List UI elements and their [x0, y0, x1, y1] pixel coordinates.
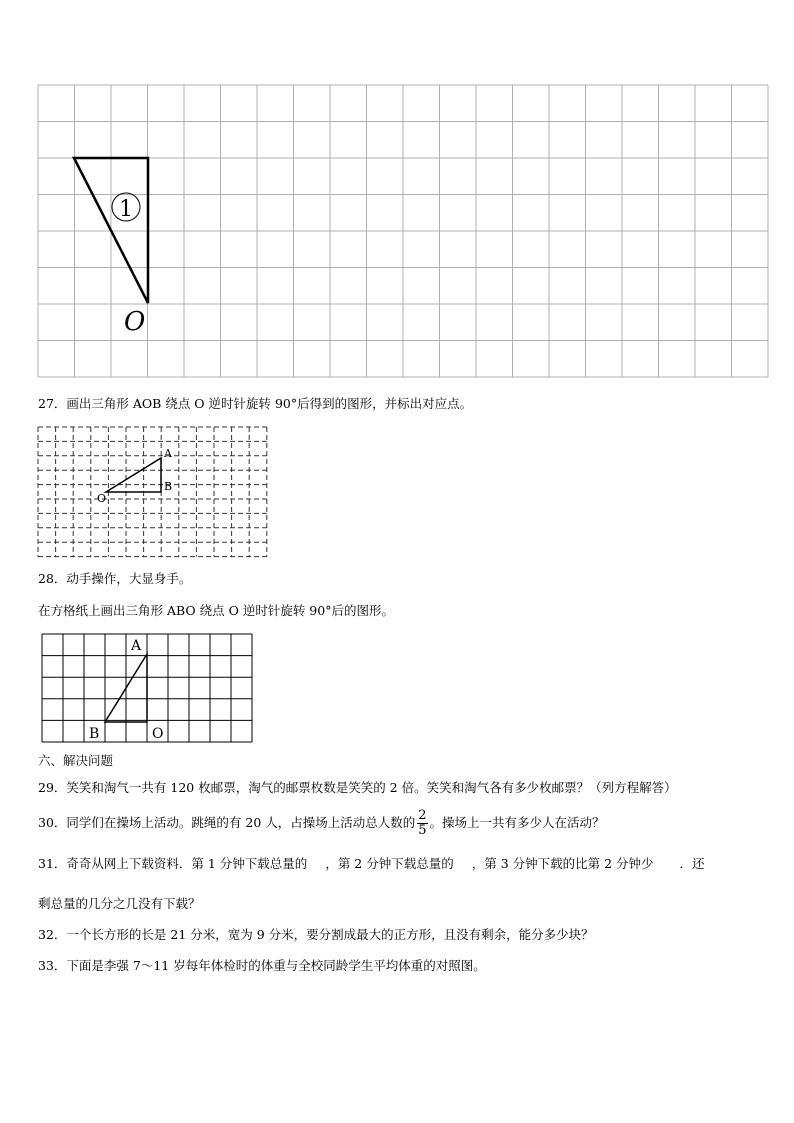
question-31-line2: 剩总量的几分之几没有下载？ — [38, 896, 201, 911]
q30-text-before: 30．同学们在操场上活动。跳绳的有 20 人，占操场上活动总人数的 — [38, 815, 416, 830]
label-a: A — [131, 638, 142, 654]
shape-label-1: 1 — [119, 197, 133, 222]
label-o: O — [152, 726, 164, 742]
label-b: B — [164, 480, 173, 493]
label-b: B — [89, 726, 100, 742]
q31-part1: 31．奇奇从网上下载资料．第 1 分钟下载总量的 — [38, 856, 308, 871]
q31-part2: ，第 2 分钟下载总量的 — [325, 856, 454, 871]
question-29: 29．笑笑和淘气一共有 120 枚邮票，淘气的邮票枚数是笑笑的 2 倍。笑笑和淘气各有多少枚邮票？（列方程解答） — [38, 780, 677, 795]
fraction-denominator: 5 — [418, 823, 427, 838]
question-33: 33．下面是李强 7～11 岁每年体检时的体重与全校同龄学生平均体重的对照图。 — [38, 958, 486, 973]
fraction-2-5 — [417, 809, 427, 838]
grid-figure-2 — [0, 420, 300, 560]
q31-part3: ，第 3 分钟下载的比第 2 分钟少 — [471, 856, 654, 871]
question-32: 32．一个长方形的长是 21 分米，宽为 9 分米，要分割成最大的正方形，且没有剩余，能分多少块？ — [38, 927, 594, 942]
triangle-aob — [106, 458, 161, 492]
point-label-o: O — [124, 307, 146, 337]
question-30 — [38, 808, 605, 838]
question-31 — [38, 856, 705, 872]
q30-text-after: 。操场上一共有多少人在活动？ — [429, 815, 605, 830]
fraction-numerator: 2 — [418, 808, 427, 823]
question-27: 27．画出三角形 AOB 绕点 O 逆时针旋转 90°后得到的图形，并标出对应点。 — [38, 396, 473, 411]
label-o: O — [97, 492, 107, 505]
label-a: A — [164, 447, 172, 460]
grid-figure-1 — [0, 0, 794, 400]
q31-part4: ．还 — [679, 856, 705, 871]
question-28-instruction: 在方格纸上画出三角形 ABO 绕点 O 逆时针旋转 90°后的图形。 — [38, 603, 394, 618]
question-28: 28．动手操作，大显身手。 — [38, 571, 192, 586]
grid-figure-3 — [0, 630, 300, 750]
section-6-title: 六、解决问题 — [38, 753, 114, 768]
